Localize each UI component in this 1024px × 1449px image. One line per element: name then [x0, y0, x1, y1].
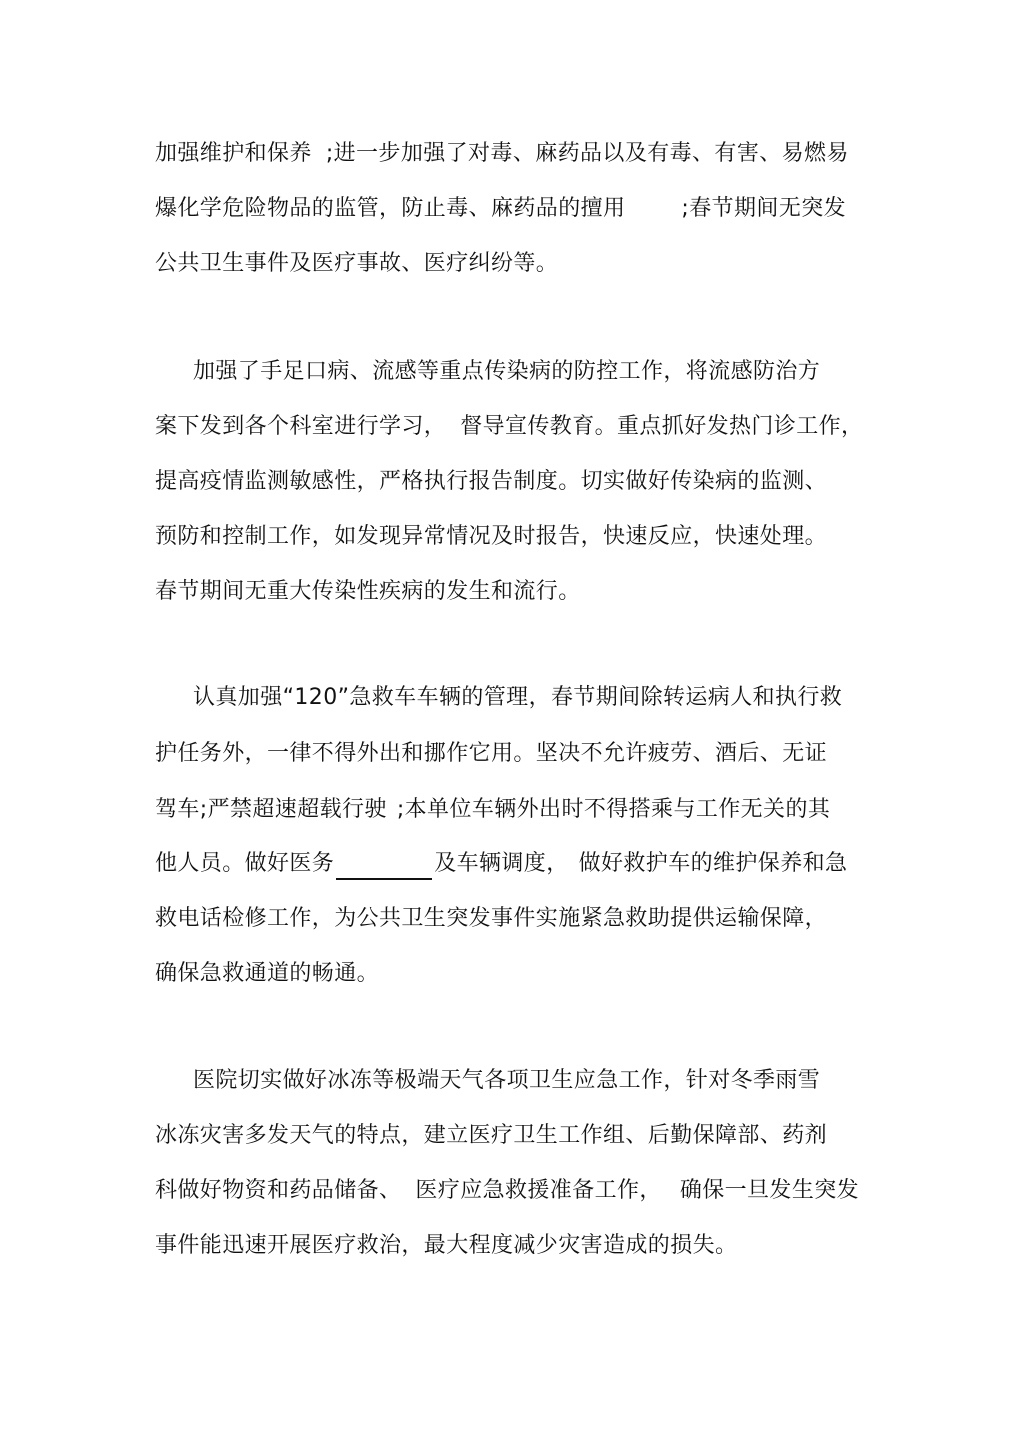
text-segment: ;本单位车辆外出时不得搭乘与工作无关的其 — [396, 797, 831, 822]
text-segment: 案下发到各个科室进行学习， — [155, 414, 447, 439]
text-segment: 护任务外，一律不得外出和挪作它用。坚决不允许疲劳、酒后、无证 — [155, 741, 828, 766]
text-segment: 春节期间无重大传染性疾病的发生和流行。 — [155, 579, 581, 604]
text-segment: 确保急救通道的畅通。 — [155, 961, 380, 986]
text-segment: 加强了手足口病、流感等重点传染病的防控工作，将流感防治方 — [193, 359, 821, 384]
text-segment: 救电话检修工作，为公共卫生突发事件实施紧急救助提供运输保障， — [155, 906, 828, 931]
paragraph-2-line-3 — [155, 466, 827, 498]
text-segment: 医疗应急救援准备工作， — [415, 1178, 662, 1203]
paragraph-1-line-1 — [155, 138, 849, 170]
text-segment: 冰冻灾害多发天气的特点，建立医疗卫生工作组、后勤保障部、药剂 — [155, 1123, 828, 1148]
paragraph-3-line-1 — [193, 682, 842, 714]
paragraph-1-line-2 — [155, 193, 846, 225]
text-segment: 督导宣传教育。重点抓好发热门诊工作， — [460, 414, 864, 439]
text-segment: 提高疫情监测敏感性，严格执行报告制度。切实做好传染病的监测、 — [155, 469, 828, 494]
paragraph-4-line-4 — [155, 1230, 737, 1262]
paragraph-2-line-5 — [155, 576, 581, 608]
text-segment: 科做好物资和药品储备、 — [155, 1178, 402, 1203]
text-segment: 事件能迅速开展医疗救治，最大程度减少灾害造成的损失。 — [155, 1233, 738, 1258]
paragraph-1-line-3 — [155, 248, 558, 280]
text-segment: 加强维护和保养 — [155, 141, 312, 166]
text-segment: 驾车;严禁超速超载行驶 — [155, 797, 387, 822]
text-segment: 医院切实做好冰冻等极端天气各项卫生应急工作，针对冬季雨雪 — [193, 1068, 821, 1093]
text-segment: 及车辆调度， — [434, 851, 569, 876]
text-segment: 做好救护车的维护保养和急 — [578, 851, 848, 876]
paragraph-3-line-2 — [155, 738, 827, 770]
text-segment: 预防和控制工作，如发现异常情况及时报告，快速反应，快速处理。 — [155, 524, 828, 549]
paragraph-2-line-4 — [155, 521, 827, 553]
paragraph-4-line-1 — [193, 1065, 820, 1097]
paragraph-4-line-3 — [155, 1175, 859, 1207]
text-segment: 爆化学危险物品的监管，防止毒、麻药品的擅用 — [155, 196, 626, 221]
text-segment: 认真加强“120”急救车车辆的管理，春节期间除转运病人和执行救 — [193, 685, 843, 710]
paragraph-3-line-4 — [155, 848, 847, 880]
text-segment: ;进一步加强了对毒、麻药品以及有毒、有害、易燃易 — [325, 141, 849, 166]
text-segment: 他人员。做好医务 — [155, 851, 335, 876]
text-segment: 公共卫生事件及医疗事故、医疗纠纷等。 — [155, 251, 559, 276]
paragraph-3-line-3 — [155, 794, 830, 826]
paragraph-2-line-1 — [193, 356, 820, 388]
paragraph-2-line-2 — [155, 411, 863, 443]
text-segment: 确保一旦发生突发 — [679, 1178, 860, 1203]
paragraph-3-line-5 — [155, 903, 827, 935]
paragraph-3-line-6 — [155, 958, 379, 990]
fill-in-blank-underline — [336, 854, 432, 880]
paragraph-4-line-2 — [155, 1120, 827, 1152]
text-segment: ;春节期间无突发 — [681, 196, 847, 221]
